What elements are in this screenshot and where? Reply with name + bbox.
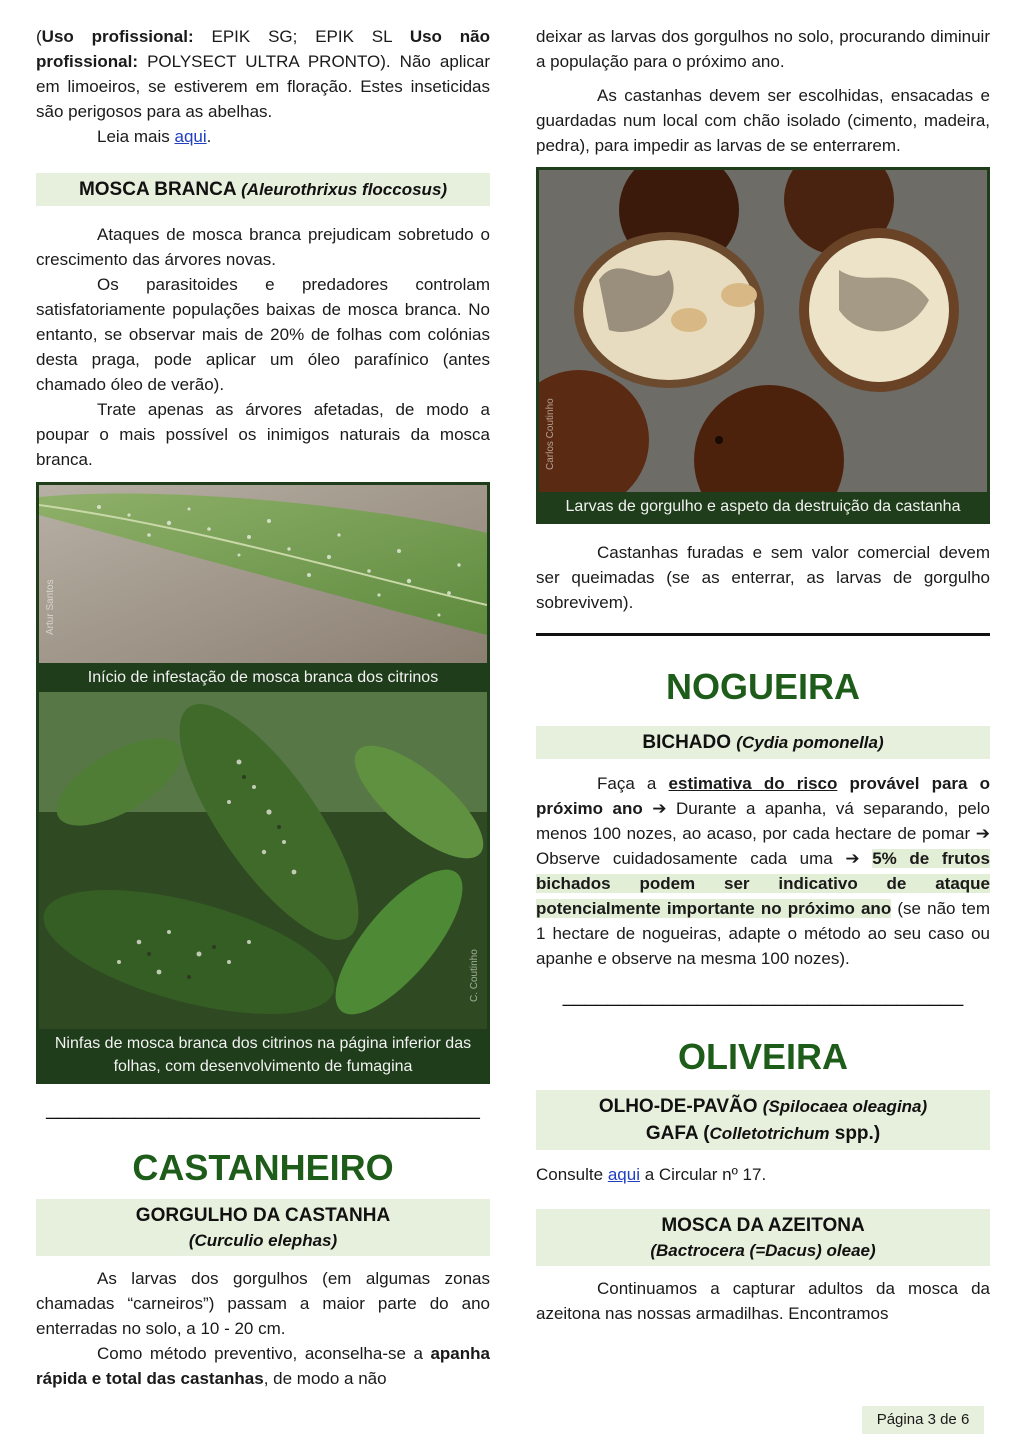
insecticide-paragraph: (Uso profissional: EPIK SG; EPIK SL Uso não profissional: POLYSECT ULTRA PRONTO). Não aplicar em limoeiros, se estiverem em floração. Estes inseticidas são perigosos para as abelhas. — [36, 27, 491, 121]
oliveira-heading: OLIVEIRA — [677, 1036, 848, 1077]
gafa-spp: spp.) — [829, 1123, 881, 1144]
codling-paragraph — [536, 771, 990, 971]
chestnut-burn: Castanhas furadas e sem valor comercial devem ser queimadas (se as enterrar, as larvas de gorgulho sobrevivem). — [536, 543, 990, 612]
weevil-p2 — [36, 1341, 490, 1391]
whitefly-photo-1 — [39, 485, 487, 663]
right-column — [536, 24, 990, 1326]
chestnut-storage: As castanhas devem ser escolhidas, ensacadas e guardadas num local com chão isolado (cimento, madeira, pedra), para impedir as larvas de se enterrarem. — [536, 86, 990, 155]
read-more-line — [36, 124, 490, 149]
codling-highlight: 5% de frutos bichados podem ser indicativo de ataque potencialmente importante no próximo ano — [536, 849, 990, 918]
whitefly-caption-2: Ninfas de mosca branca dos citrinos na página inferior das folhas, com desenvolvimento de fumagina — [54, 1035, 472, 1075]
read-more-dot: . — [206, 127, 212, 146]
whitefly-title: MOSCA BRANCA — [78, 179, 242, 200]
weevil-section-title — [36, 1199, 490, 1256]
olive-fly-paragraph: Continuamos a capturar adultos da mosca da azeitona nas nossas armadilhas. Encontramos — [536, 1279, 990, 1323]
olive-fly-title — [536, 1209, 990, 1266]
arrow-icon: ➔ — [832, 849, 873, 868]
text-professional: EPIK SG; EPIK SL — [193, 27, 410, 46]
whitefly-photo-2 — [39, 692, 487, 1029]
weevil-photo — [539, 170, 987, 492]
label-non-professional: Uso não profissional: — [36, 27, 491, 71]
consult-text: Consulte — [536, 1165, 608, 1184]
whitefly-p3: Trate apenas as árvores afetadas, de modo a poupar o mais possível os inimigos naturais da mosca branca. — [36, 400, 490, 469]
photo-credit-3: Carlos Coutinho — [545, 398, 556, 470]
codling-s1: Faça a — [597, 774, 669, 793]
consult-link[interactable]: aqui — [607, 1165, 640, 1184]
weevil-continued: deixar as larvas dos gorgulhos no solo, procurando diminuir a população para o próximo ano. — [536, 27, 990, 71]
codling-section-title — [536, 726, 990, 759]
weevil-p2-b: apanha rápida e total das castanhas — [36, 1344, 490, 1388]
peacock-title: OLHO-DE-PAVÃO — [598, 1096, 763, 1117]
weevil-p1: As larvas dos gorgulhos (em algumas zonas chamadas “carneiros”) passam a maior parte do ano enterradas no solo, a 10 - 20 cm. — [36, 1269, 490, 1338]
consult-circular: a Circular nº 17. — [639, 1165, 767, 1184]
read-more-link[interactable]: aqui — [174, 127, 207, 146]
gafa-latin: Colletotrichum — [709, 1124, 830, 1143]
photo-credit-1: Artur Santos — [45, 579, 56, 635]
whitefly-p2: Os parasitoides e predadores controlam satisfatoriamente populações baixas de mosca branca. No entanto, se observar mais de 20% de folhas com colónias desta praga, pode aplicar um óleo parafínico (antes chamado óleo de verão). — [36, 275, 490, 394]
whitefly-p1: Ataques de mosca branca prejudicam sobretudo o crescimento das árvores novas. — [36, 225, 490, 269]
weevil-p2-a: Como método preventivo, aconselha-se a — [97, 1344, 431, 1363]
codling-latin: (Cydia pomonella) — [736, 733, 884, 752]
consult-line — [536, 1162, 990, 1187]
codling-s7: (se não tem 1 hectare de nogueiras, adapte o método ao seu caso ou apanhe e observe na mesma 100 nozes). — [536, 899, 990, 968]
leaf-photo-graphic — [39, 485, 487, 663]
page-number: Página 3 de 6 — [862, 1406, 984, 1434]
weevil-p2-c: , de modo a não — [263, 1369, 387, 1388]
weevil-title: GORGULHO DA CASTANHA — [135, 1205, 391, 1226]
separator-left: _______________________________________ — [46, 1098, 480, 1120]
codling-s3: provável para o próximo ano — [536, 774, 991, 818]
read-more-text: Leia mais — [97, 127, 175, 146]
text-non-professional: POLYSECT ULTRA PRONTO). Não aplicar em limoeiros, se estiverem em floração. Estes inseticidas são perigosos para as abelhas. — [36, 52, 490, 121]
weevil-caption: Larvas de gorgulho e aspeto da destruição da castanha — [565, 498, 961, 515]
codling-s5: Observe cuidadosamente cada uma — [536, 849, 833, 868]
arrow-icon: ➔ — [970, 824, 991, 843]
whitefly-section-title — [36, 173, 490, 206]
codling-risk-link: estimativa do risco — [668, 774, 838, 793]
peacock-latin: (Spilocaea oleagina) — [762, 1097, 928, 1116]
arrow-icon: ➔ — [642, 799, 676, 818]
left-column — [36, 24, 490, 1391]
citrus-leaves-graphic — [39, 692, 487, 1029]
nogueira-heading: NOGUEIRA — [665, 666, 860, 707]
gafa-title: GAFA ( — [645, 1123, 710, 1144]
codling-title: BICHADO — [642, 732, 737, 753]
olive-fly-name: MOSCA DA AZEITONA — [661, 1215, 865, 1236]
weevil-figure — [536, 167, 990, 524]
chestnut-photo-graphic — [539, 170, 987, 492]
weevil-latin: (Curculio elephas) — [188, 1231, 338, 1250]
codling-s4: Durante a apanha, vá separando, pelo menos 100 nozes, ao acaso, por cada hectare de pomar — [536, 799, 990, 843]
whitefly-latin: (Aleurothrixus floccosus) — [241, 180, 448, 199]
castanheiro-heading: CASTANHEIRO — [132, 1147, 394, 1188]
label-professional: Uso profissional: — [41, 27, 194, 46]
olive-disease-title — [536, 1090, 990, 1150]
whitefly-caption-1: Início de infestação de mosca branca dos citrinos — [87, 669, 439, 686]
photo-credit-2: C. Coutinho — [469, 949, 480, 1002]
whitefly-figure — [36, 482, 490, 1084]
separator-right-2: ____________________________________ — [562, 985, 964, 1007]
olive-fly-latin: (Bactrocera (=Dacus) oleae) — [650, 1241, 876, 1260]
